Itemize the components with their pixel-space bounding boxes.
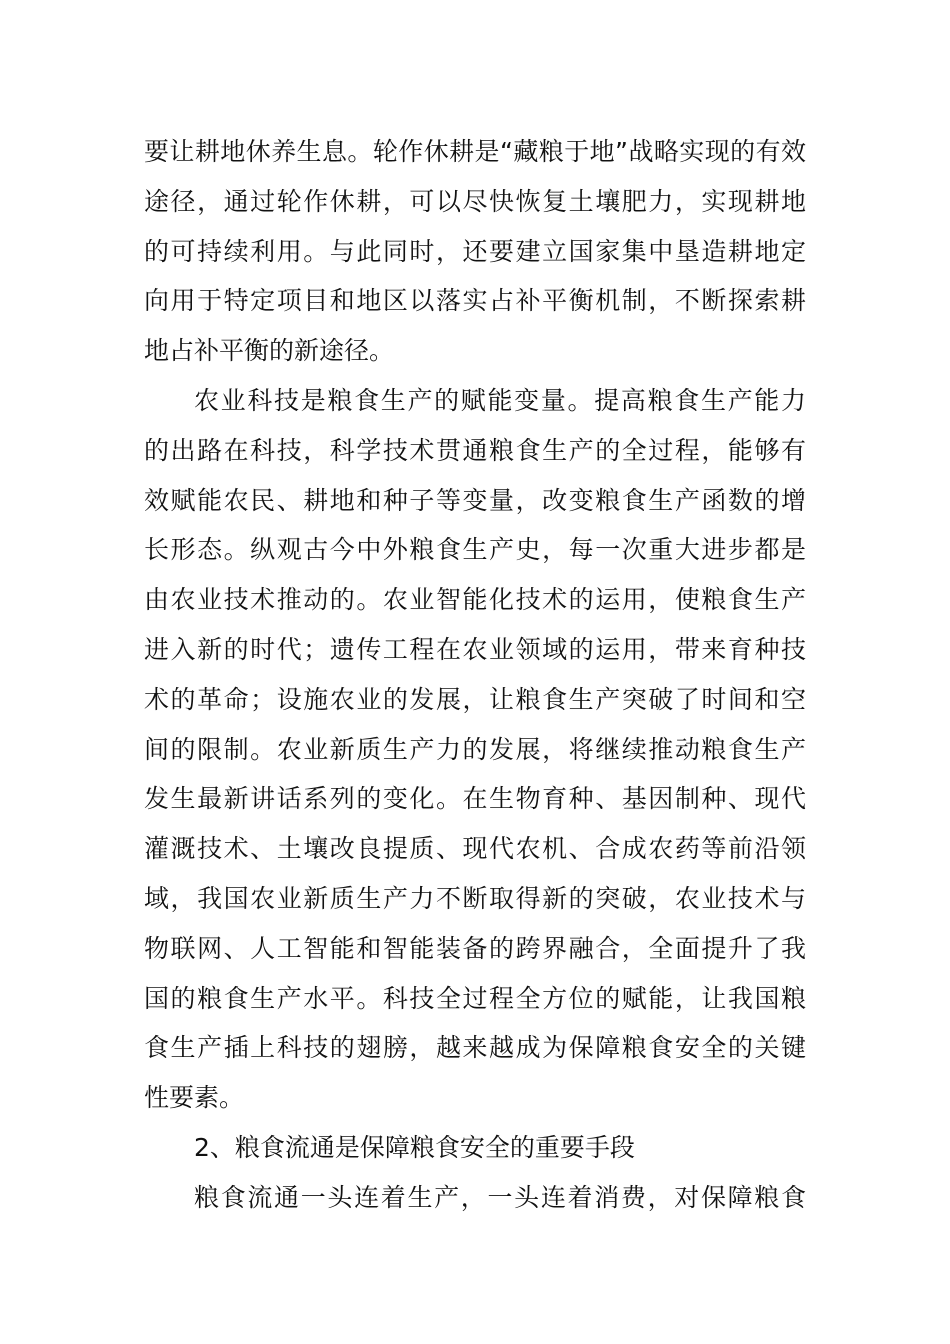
text-line: 间的限制。农业新质生产力的发展，将继续推动粮食生产 xyxy=(144,734,806,764)
text-line: 农业科技是粮食生产的赋能变量。提高粮食生产能力 xyxy=(194,385,806,415)
paragraph-farmland-rest xyxy=(144,127,806,376)
text-line: 术的革命；设施农业的发展，让粮食生产突破了时间和空 xyxy=(144,684,806,714)
section-heading xyxy=(144,1123,806,1173)
text-line: 性要素。 xyxy=(144,1083,245,1113)
text-line: 物联网、人工智能和智能装备的跨界融合，全面提升了我 xyxy=(144,933,806,963)
text-line: 食生产插上科技的翅膀，越来越成为保障粮食安全的关键 xyxy=(144,1033,806,1063)
text-line: 地占补平衡的新途径。 xyxy=(144,336,395,366)
text-line: 的可持续利用。与此同时，还要建立国家集中垦造耕地定 xyxy=(144,236,806,266)
text-line: 要让耕地休养生息。轮作休耕是“藏粮于地”战略实现的有效 xyxy=(144,137,806,166)
paragraph-grain-circulation xyxy=(144,1173,806,1223)
text-line: 灌溉技术、土壤改良提质、现代农机、合成农药等前沿领 xyxy=(144,834,806,864)
heading-text: 2、粮食流通是保障粮食安全的重要手段 xyxy=(194,1132,635,1162)
text-line: 粮食流通一头连着生产，一头连着消费，对保障粮食 xyxy=(194,1182,806,1212)
text-line: 由农业技术推动的。农业智能化技术的运用，使粮食生产 xyxy=(144,585,806,615)
text-line: 效赋能农民、耕地和种子等变量，改变粮食生产函数的增 xyxy=(144,485,806,515)
text-line: 国的粮食生产水平。科技全过程全方位的赋能，让我国粮 xyxy=(144,983,806,1013)
text-line: 进入新的时代；遗传工程在农业领域的运用，带来育种技 xyxy=(144,634,806,664)
text-line: 发生最新讲话系列的变化。在生物育种、基因制种、现代 xyxy=(144,784,806,814)
paragraph-agri-tech xyxy=(144,376,806,1123)
text-line: 的出路在科技，科学技术贯通粮食生产的全过程，能够有 xyxy=(144,435,806,465)
text-line: 向用于特定项目和地区以落实占补平衡机制，不断探索耕 xyxy=(144,286,806,316)
text-line: 长形态。纵观古今中外粮食生产史，每一次重大进步都是 xyxy=(144,535,806,565)
text-line: 途径，通过轮作休耕，可以尽快恢复土壤肥力，实现耕地 xyxy=(144,186,806,216)
text-line: 域，我国农业新质生产力不断取得新的突破，农业技术与 xyxy=(144,883,806,913)
body-text xyxy=(144,127,806,1223)
